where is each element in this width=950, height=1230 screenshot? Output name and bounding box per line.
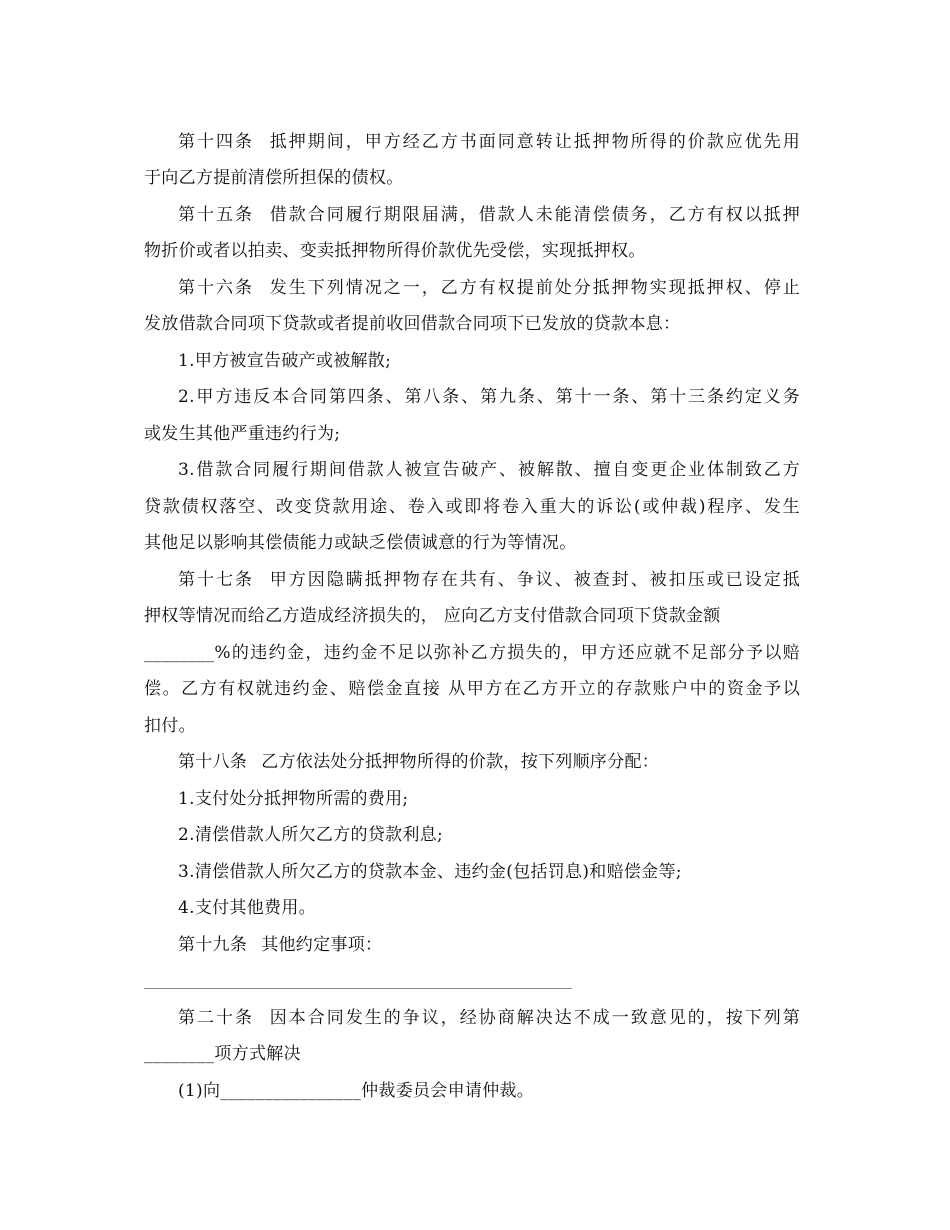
article-14-line-1: 第十四条 抵押期间，甲方经乙方书面同意转让抵押物所得的价款应优先用 — [178, 132, 800, 152]
article-18-item-1: 1.支付处分抵押物所需的费用; — [178, 789, 409, 809]
article-18-item-2: 2.清偿借款人所欠乙方的贷款利息; — [178, 825, 444, 845]
article-17-heading: 第十七条 — [178, 570, 254, 590]
other-terms-fill-line[interactable] — [144, 988, 572, 989]
article-20-option-1: (1)向________________仲裁委员会申请仲裁。 — [178, 1081, 535, 1101]
article-16-line-1: 第十六条 发生下列情况之一，乙方有权提前处分抵押物实现抵押权、停止 — [178, 278, 800, 298]
article-16-item-1: 1.甲方被宣告破产或被解散; — [178, 351, 392, 371]
article-17-line-1: 第十七条 甲方因隐瞒抵押物存在共有、争议、被查封、被扣压或已设定抵 — [178, 570, 800, 590]
article-19-line-1: 第十九条 其他约定事项： — [178, 935, 383, 955]
article-14-heading: 第十四条 — [178, 132, 254, 152]
article-17-line-4: 偿。乙方有权就违约金、赔偿金直接 从甲方在乙方开立的存款账户中的资金予以 — [144, 679, 800, 699]
article-16-line-2: 发放借款合同项下贷款或者提前收回借款合同项下已发放的贷款本息： — [144, 314, 681, 334]
article-16-item-3-line-2: 贷款债权落空、改变贷款用途、卷入或即将卷入重大的诉讼(或仲裁)程序、发生 — [144, 497, 800, 517]
article-18-heading: 第十八条 — [178, 752, 248, 772]
article-17-line-3: ________%的违约金，违约金不足以弥补乙方损失的，甲方还应就不足部分予以赔 — [144, 643, 800, 663]
article-18-line-1: 第十八条 乙方依法处分抵押物所得的价款，按下列顺序分配： — [178, 752, 660, 772]
penalty-percent-blank[interactable]: ________ — [144, 643, 215, 663]
dispute-method-blank[interactable]: ________ — [144, 1044, 215, 1064]
article-16-item-2-line-2: 或发生其他严重违约行为; — [144, 424, 341, 444]
article-17-line-5: 扣付。 — [144, 716, 196, 736]
article-17-line-2: 押权等情况而给乙方造成经济损失的， 应向乙方支付借款合同项下贷款金额 — [144, 606, 721, 626]
article-18-item-3: 3.清偿借款人所欠乙方的贷款本金、违约金(包括罚息)和赔偿金等; — [178, 862, 682, 882]
article-16-item-3-line-3: 其他足以影响其偿债能力或缺乏偿债诚意的行为等情况。 — [144, 533, 577, 553]
article-19-heading: 第十九条 — [178, 935, 248, 955]
article-16-heading: 第十六条 — [178, 278, 254, 298]
article-15-heading: 第十五条 — [178, 205, 254, 225]
article-14-line-2: 于向乙方提前清偿所担保的债权。 — [144, 168, 404, 188]
article-16-item-2-line-1: 2.甲方违反本合同第四条、第八条、第九条、第十一条、第十三条约定义务 — [178, 387, 800, 407]
article-16-item-3-line-1: 3.借款合同履行期间借款人被宣告破产、被解散、擅自变更企业体制致乙方 — [178, 460, 800, 480]
article-20-heading: 第二十条 — [178, 1008, 254, 1028]
article-15-line-2: 物折价或者以拍卖、变卖抵押物所得价款优先受偿，实现抵押权。 — [144, 241, 646, 261]
article-15-line-1: 第十五条 借款合同履行期限届满，借款人未能清偿债务，乙方有权以抵押 — [178, 205, 800, 225]
article-20-line-1: 第二十条 因本合同发生的争议，经协商解决达不成一致意见的，按下列第 — [178, 1008, 800, 1028]
arbitration-commission-blank[interactable]: ________________ — [220, 1081, 362, 1101]
article-18-item-4: 4.支付其他费用。 — [178, 898, 316, 918]
article-20-line-2: ________项方式解决 — [144, 1044, 301, 1064]
